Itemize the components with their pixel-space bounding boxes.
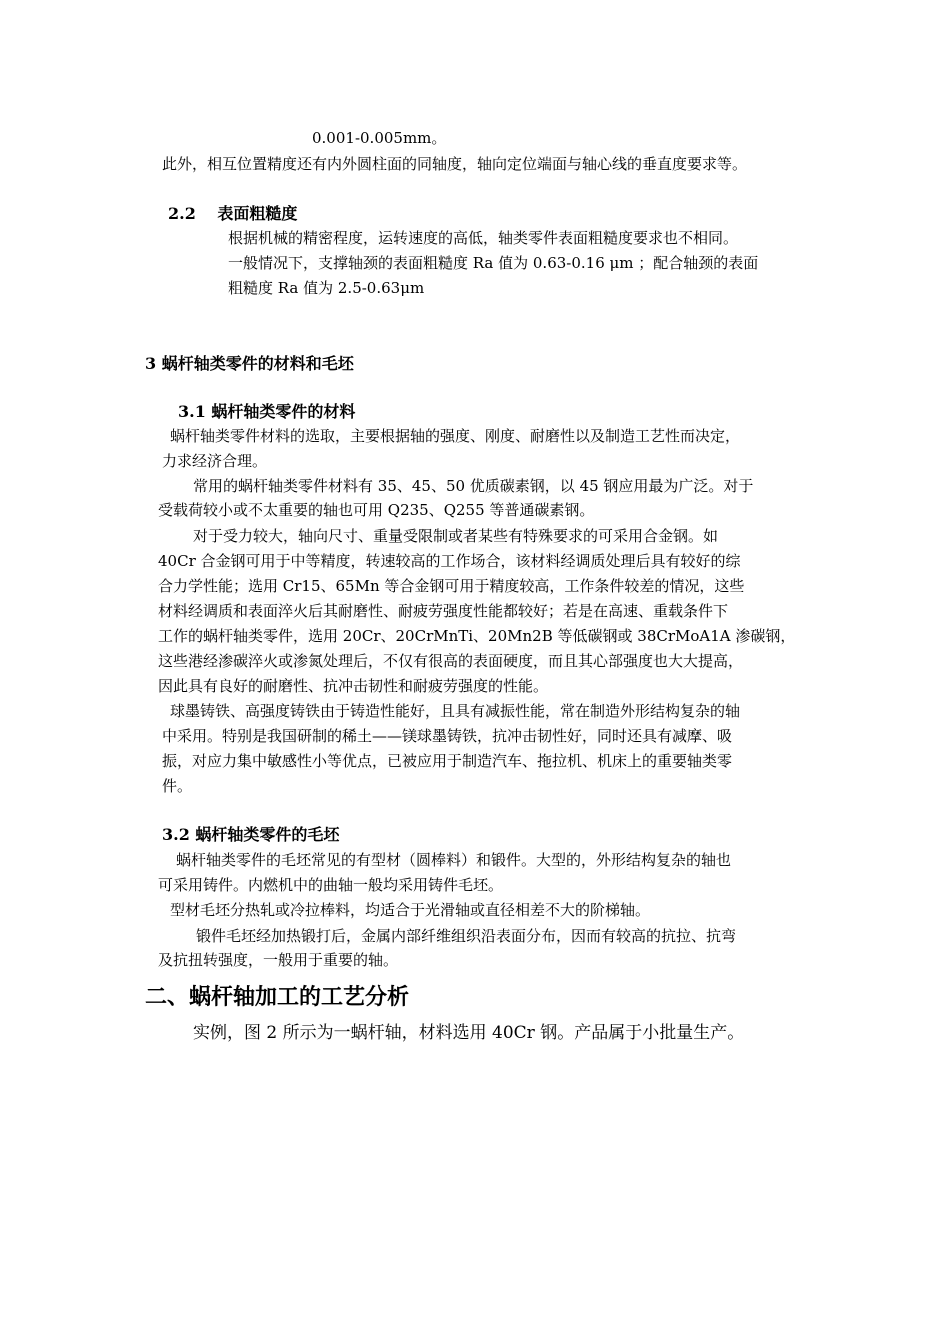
material-paragraph-line: 件。 — [162, 777, 193, 795]
blank-paragraph-line: 蜗杆轴类零件的毛坯常见的有型材（圆棒料）和锻件。大型的，外形结构复杂的轴也 — [176, 851, 732, 869]
part-2-intro: 实例，图 2 所示为一蜗杆轴，材料选用 40Cr 钢。产品属于小批量生产。 — [193, 1023, 745, 1043]
material-paragraph-line: 因此具有良好的耐磨性、抗冲击韧性和耐疲劳强度的性能。 — [158, 677, 549, 695]
material-paragraph-line: 球墨铸铁、高强度铸铁由于铸造性能好，且具有减振性能，常在制造外形结构复杂的轴 — [170, 702, 741, 720]
material-paragraph-line: 中采用。特别是我国研制的稀土——镁球墨铸铁，抗冲击韧性好，同时还具有减摩、吸 — [162, 727, 733, 745]
material-paragraph-line: 常用的蜗杆轴类零件材料有 35、45、50 优质碳素钢，以 45 钢应用最为广泛。对于 — [193, 477, 754, 495]
section-2-2-heading: 2.2 表面粗糙度 — [168, 204, 298, 223]
blank-paragraph-line: 锻件毛坯经加热锻打后，金属内部纤维组织沿表面分布，因而有较高的抗拉、抗弯 — [196, 927, 737, 945]
material-paragraph-line: 对于受力较大，轴向尺寸、重量受限制或者某些有特殊要求的可采用合金钢。如 — [193, 527, 719, 545]
material-paragraph-line: 蜗杆轴类零件材料的选取，主要根据轴的强度、刚度、耐磨性以及制造工艺性而决定， — [170, 427, 741, 445]
material-paragraph-line: 合力学性能；选用 Cr15、65Mn 等合金钢可用于精度较高，工作条件较差的情况，这些 — [158, 577, 745, 595]
blank-paragraph-line: 及抗扭转强度，一般用于重要的轴。 — [158, 951, 399, 969]
material-paragraph-line: 这些港经渗碳淬火或渗氮处理后，不仅有很高的表面硬度，而且其心部强度也大大提高， — [158, 652, 744, 670]
part-2-heading: 二、蜗杆轴加工的工艺分析 — [145, 984, 410, 1010]
precision-value-line: 0.001-0.005mm。 — [312, 129, 447, 147]
material-paragraph-line: 力求经济合理。 — [162, 452, 268, 470]
roughness-line-2: 一般情况下，支撑轴颈的表面粗糙度 Ra 值为 0.63-0.16 μm ；配合轴颈的表面 — [228, 254, 759, 272]
material-paragraph-line: 振，对应力集中敏感性小等优点，已被应用于制造汽车、拖拉机、机床上的重要轴类零 — [162, 752, 733, 770]
blank-paragraph-line: 可采用铸件。内燃机中的曲轴一般均采用铸件毛坯。 — [158, 876, 504, 894]
blank-paragraph-line: 型材毛坯分热轧或冷拉棒料，均适合于光滑轴或直径相差不大的阶梯轴。 — [170, 901, 651, 919]
roughness-line-1: 根据机械的精密程度，运转速度的高低，轴类零件表面粗糙度要求也不相同。 — [228, 229, 739, 247]
section-3-1-heading: 3.1 蜗杆轴类零件的材料 — [178, 402, 356, 421]
position-precision-paragraph: 此外，相互位置精度还有内外圆柱面的同轴度，轴向定位端面与轴心线的垂直度要求等。 — [162, 155, 748, 173]
section-3-heading: 3 蜗杆轴类零件的材料和毛坯 — [145, 354, 354, 373]
material-paragraph-line: 工作的蜗杆轴类零件，选用 20Cr、20CrMnTi、20Mn2B 等低碳钢或 38CrMoA1A 渗碳钢， — [158, 627, 796, 645]
material-paragraph-line: 40Cr 合金钢可用于中等精度，转速较高的工作场合，该材料经调质处理后具有较好的综 — [158, 552, 741, 570]
material-paragraph-line: 受载荷较小或不太重要的轴也可用 Q235、Q255 等普通碳素钢。 — [158, 501, 595, 519]
roughness-line-3: 粗糙度 Ra 值为 2.5-0.63μm — [228, 279, 425, 297]
section-3-2-heading: 3.2 蜗杆轴类零件的毛坯 — [162, 825, 340, 844]
material-paragraph-line: 材料经调质和表面淬火后其耐磨性、耐疲劳强度性能都较好；若是在高速、重载条件下 — [158, 602, 729, 620]
